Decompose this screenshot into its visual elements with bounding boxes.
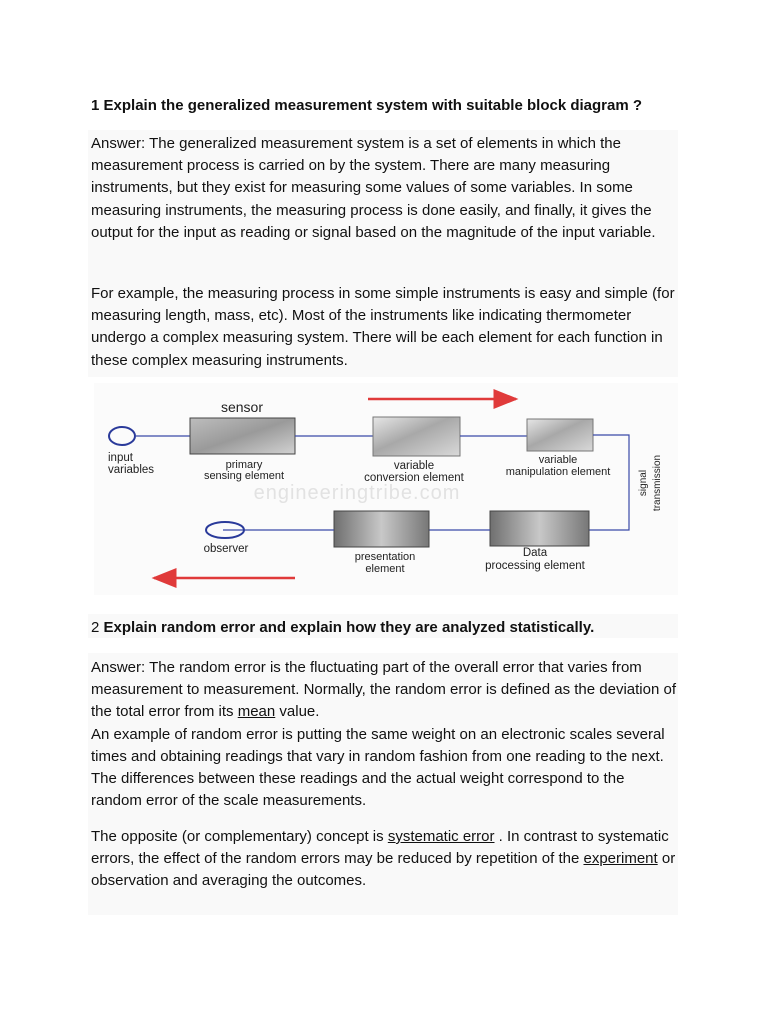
answer-2-text-2: An example of random error is putting the same weight on an electronic scales several times and obtaining readings that vary in random fashion from one reading to the next. The differences between these readings and the actual weight correspond to the random error of the scale measurements. [91, 725, 665, 810]
answer-2-text-3 [91, 826, 679, 893]
block-diagram [94, 383, 678, 595]
data-processing-element-box [490, 511, 589, 546]
presentation-label-2: element [365, 563, 405, 575]
systematic-error-link[interactable]: systematic error [387, 828, 495, 845]
sensor-label: sensor [220, 399, 264, 415]
question-2-heading [91, 618, 594, 638]
primary-sensing-element-box [190, 418, 295, 454]
question-2-text: Explain random error and explain how they are analyzed statistically. [103, 619, 595, 636]
watermark: engineeringtribe.com [253, 482, 461, 504]
question-1-heading [91, 96, 642, 116]
answer-2-text-3c: or observation and averaging the outcomes. [91, 850, 676, 890]
answer-2-text-1a: Answer: The random error is the fluctuating part of the overall error that varies from measurement to measurement. Normally, the random error is defined as the deviation of the total error from its [91, 659, 676, 721]
answer-2-text-3b: . In contrast to systematic errors, the effect of the random errors may be reduced by repetition of the [91, 828, 669, 868]
variable-conversion-element-box [373, 417, 460, 456]
answer-1-text-2: For example, the measuring process in some simple instruments is easy and simple (for measuring length, mass, etc). Most of the instruments like indicating thermometer undergo a complex measuring system. There will be each element for each function in these complex measuring instruments. [91, 285, 675, 369]
conversion-label-1: variable [393, 460, 435, 472]
input-label-1: input [108, 452, 133, 464]
signal-label-2: transmission [652, 454, 663, 512]
input-label-2: variables [108, 464, 155, 476]
signal-label-1: signal [638, 469, 649, 497]
processing-label-2: processing element [485, 560, 585, 572]
question-1-text: Explain the generalized measurement system with suitable block diagram ? [103, 97, 643, 114]
presentation-element-box [334, 511, 429, 547]
answer-2-paragraph-1 [91, 657, 679, 812]
input-circle [109, 427, 135, 445]
primary-label-1: primary [225, 459, 263, 471]
answer-1-text-1: Answer: The generalized measurement system is a set of elements in which the measurement process is carried on by the system. There are many measuring instruments, but they exist for measuring some values of some variables. In some measuring instruments, the measuring process is done easily, and finally, it gives the output for the input as reading or signal based on the magnitude of the input variable. [91, 135, 656, 241]
answer-2-text-1 [91, 657, 679, 724]
answer-2-text-3a: The opposite (or complementary) concept is [91, 828, 388, 845]
variable-manipulation-element-box [527, 419, 593, 451]
manipulation-label-2: manipulation element [505, 466, 611, 478]
signal-transmission-line [589, 435, 629, 530]
manipulation-label-1: variable [538, 454, 578, 466]
processing-label-1: Data [522, 547, 548, 559]
primary-label-2: sensing element [203, 470, 285, 482]
question-1-number: 1 [91, 97, 100, 114]
answer-1-paragraph-2 [91, 283, 679, 372]
answer-2-paragraph-2 [91, 826, 679, 893]
observer-label: observer [203, 543, 249, 555]
question-2-number: 2 [91, 619, 100, 636]
mean-link[interactable]: mean [237, 703, 276, 721]
answer-1-paragraph-1 [91, 133, 679, 244]
presentation-label-1: presentation [354, 551, 416, 563]
experiment-link[interactable]: experiment [583, 850, 658, 868]
answer-2-text-1b: value. [275, 703, 320, 721]
conversion-label-2: conversion element [364, 472, 464, 484]
